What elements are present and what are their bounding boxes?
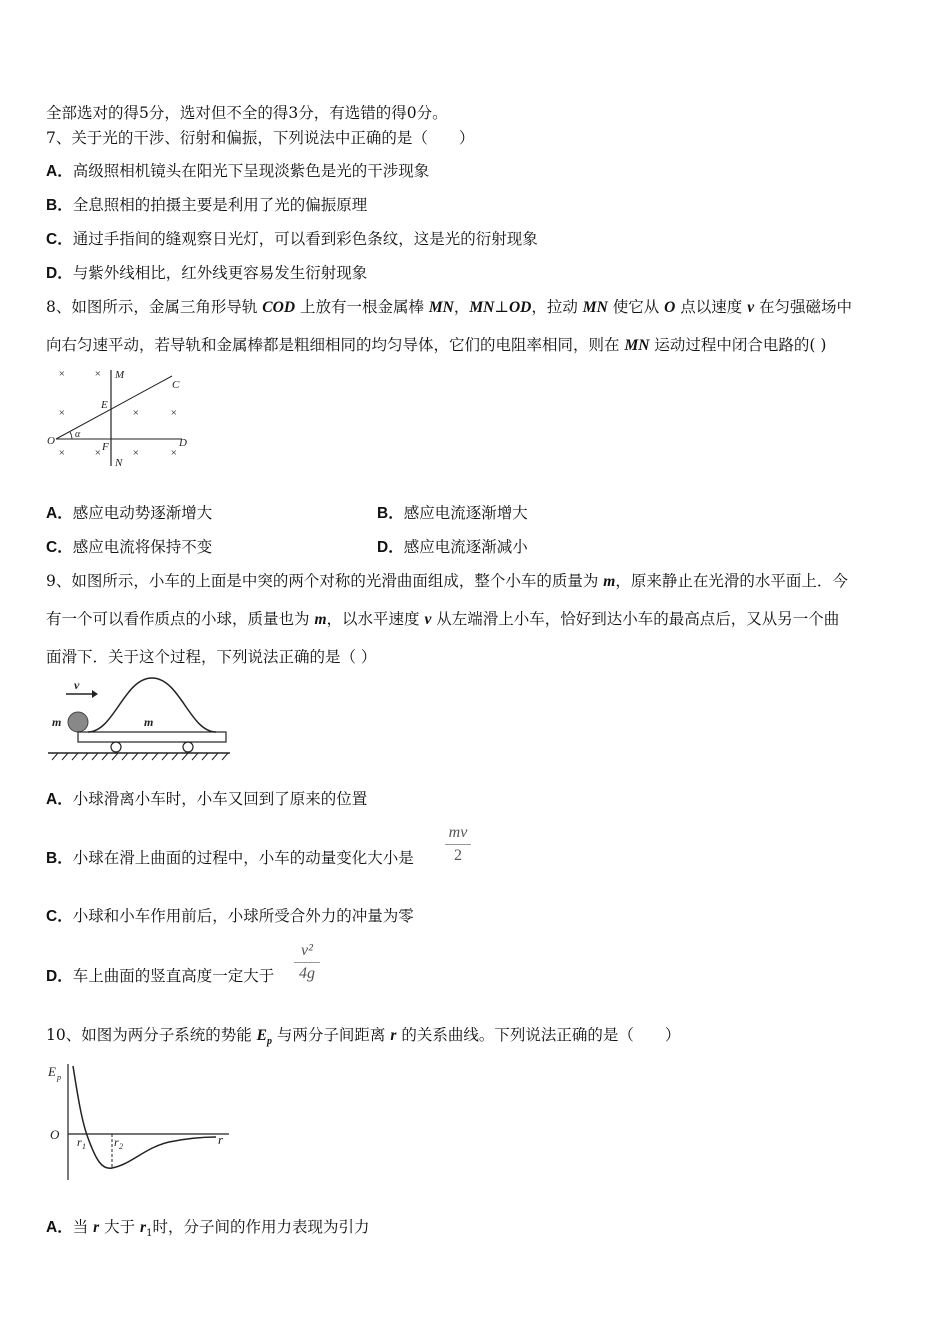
q7-option-b: B．全息照相的拍摄主要是利用了光的偏振原理 (46, 196, 368, 214)
label-alpha: α (75, 429, 81, 440)
label-d: D (179, 437, 187, 449)
label-r1-sub: 1 (82, 1142, 86, 1151)
field-cross: × (132, 447, 140, 459)
field-cross: × (58, 447, 66, 459)
ball (68, 712, 88, 732)
label-m-cart: m (144, 715, 154, 729)
label-r2-sub: 2 (119, 1142, 123, 1151)
rail-oc (56, 376, 172, 439)
q7-option-a: A．高级照相机镜头在阳光下呈现淡紫色是光的干涉现象 (46, 162, 430, 180)
field-cross: × (170, 407, 178, 419)
q10-potential-energy-graph (44, 1058, 234, 1186)
q8-option-a: A．感应电动势逐渐增大 (46, 504, 213, 522)
angle-arc (70, 432, 72, 439)
q9-stem-line3: 面滑下．关于这个过程，下列说法正确的是（ ） (46, 648, 377, 666)
q8-option-d: D．感应电流逐渐减小 (377, 538, 528, 556)
scoring-note: 全部选对的得5分，选对但不全的得3分，有选错的得0分。 (46, 104, 448, 122)
q8-stem-line2: 向右匀速平动，若导轨和金属棒都是粗细相同的均匀导体，它们的电阻率相同，则在 MN 运动过程中闭合电路的( ) (46, 336, 827, 354)
label-ep-sub: p (57, 1073, 61, 1082)
q7-option-d: D．与紫外线相比，红外线更容易发生衍射现象 (46, 264, 368, 282)
q7-stem: 7、关于光的干涉、衍射和偏振，下列说法中正确的是（ ） (46, 129, 475, 147)
cart-base (78, 732, 226, 742)
label-m: M (115, 369, 125, 381)
wheel-left (111, 742, 121, 752)
field-cross: × (58, 407, 66, 419)
label-m-ball: m (52, 715, 62, 729)
q9-cart-diagram (44, 674, 234, 764)
fraction-v2-over-4g: v² 4g (294, 942, 320, 983)
label-r2: r (114, 1135, 119, 1149)
q10-option-a: A．当 r 大于 $r_1$时，分子间的作用力表现为引力 (46, 1218, 370, 1240)
ground-hatch (52, 753, 228, 760)
q9-option-b: B．小球在滑上曲面的过程中，小车的动量变化大小是 (46, 849, 414, 867)
label-e: E (101, 399, 108, 411)
q9-option-c: C．小球和小车作用前后，小球所受合外力的冲量为零 (46, 907, 414, 925)
q9-option-a: A．小球滑离小车时，小车又回到了原来的位置 (46, 790, 368, 808)
q8-option-b: B．感应电流逐渐增大 (377, 504, 528, 522)
fraction-mv-over-2: mv 2 (445, 824, 471, 865)
q7-option-c: C．通过手指间的缝观察日光灯，可以看到彩色条纹，这是光的衍射现象 (46, 230, 538, 248)
q9-stem-line2: 有一个可以看作质点的小球，质量也为 m，以水平速度 v 从左端滑上小车，恰好到达小车的最高点后，又从另一个曲 (46, 610, 840, 628)
field-cross: × (132, 407, 140, 419)
field-cross: × (58, 368, 66, 380)
label-f: F (102, 441, 109, 453)
field-cross: × (170, 447, 178, 459)
field-cross: × (94, 447, 102, 459)
label-r-axis: r (218, 1132, 224, 1147)
q8-option-c: C．感应电流将保持不变 (46, 538, 213, 556)
label-origin: O (50, 1127, 60, 1142)
label-r1: r (77, 1135, 82, 1149)
q9-option-d: D．车上曲面的竖直高度一定大于 (46, 967, 275, 985)
label-ep: E (48, 1064, 56, 1079)
label-c: C (172, 379, 180, 391)
q8-stem-line1: 8、如图所示，金属三角形导轨 COD 上放有一根金属棒 MN，MN⊥OD，拉动 MN 使它从 O 点以速度 v 在匀强磁场中 (46, 298, 853, 316)
velocity-arrowhead (92, 690, 98, 698)
potential-energy-curve (73, 1066, 216, 1168)
label-o: O (47, 435, 55, 447)
q9-stem-line1: 9、如图所示，小车的上面是中突的两个对称的光滑曲面组成，整个小车的质量为 m，原来静止在光滑的水平面上．今 (46, 572, 848, 590)
q8-rail-diagram (44, 364, 194, 474)
label-n: N (115, 457, 123, 469)
field-cross: × (94, 368, 102, 380)
label-v: v (74, 678, 80, 692)
q10-stem: 10、如图为两分子系统的势能 $E_p$ 与两分子间距离 r 的关系曲线。下列说法正确的是（ ） (46, 1026, 681, 1048)
wheel-right (183, 742, 193, 752)
